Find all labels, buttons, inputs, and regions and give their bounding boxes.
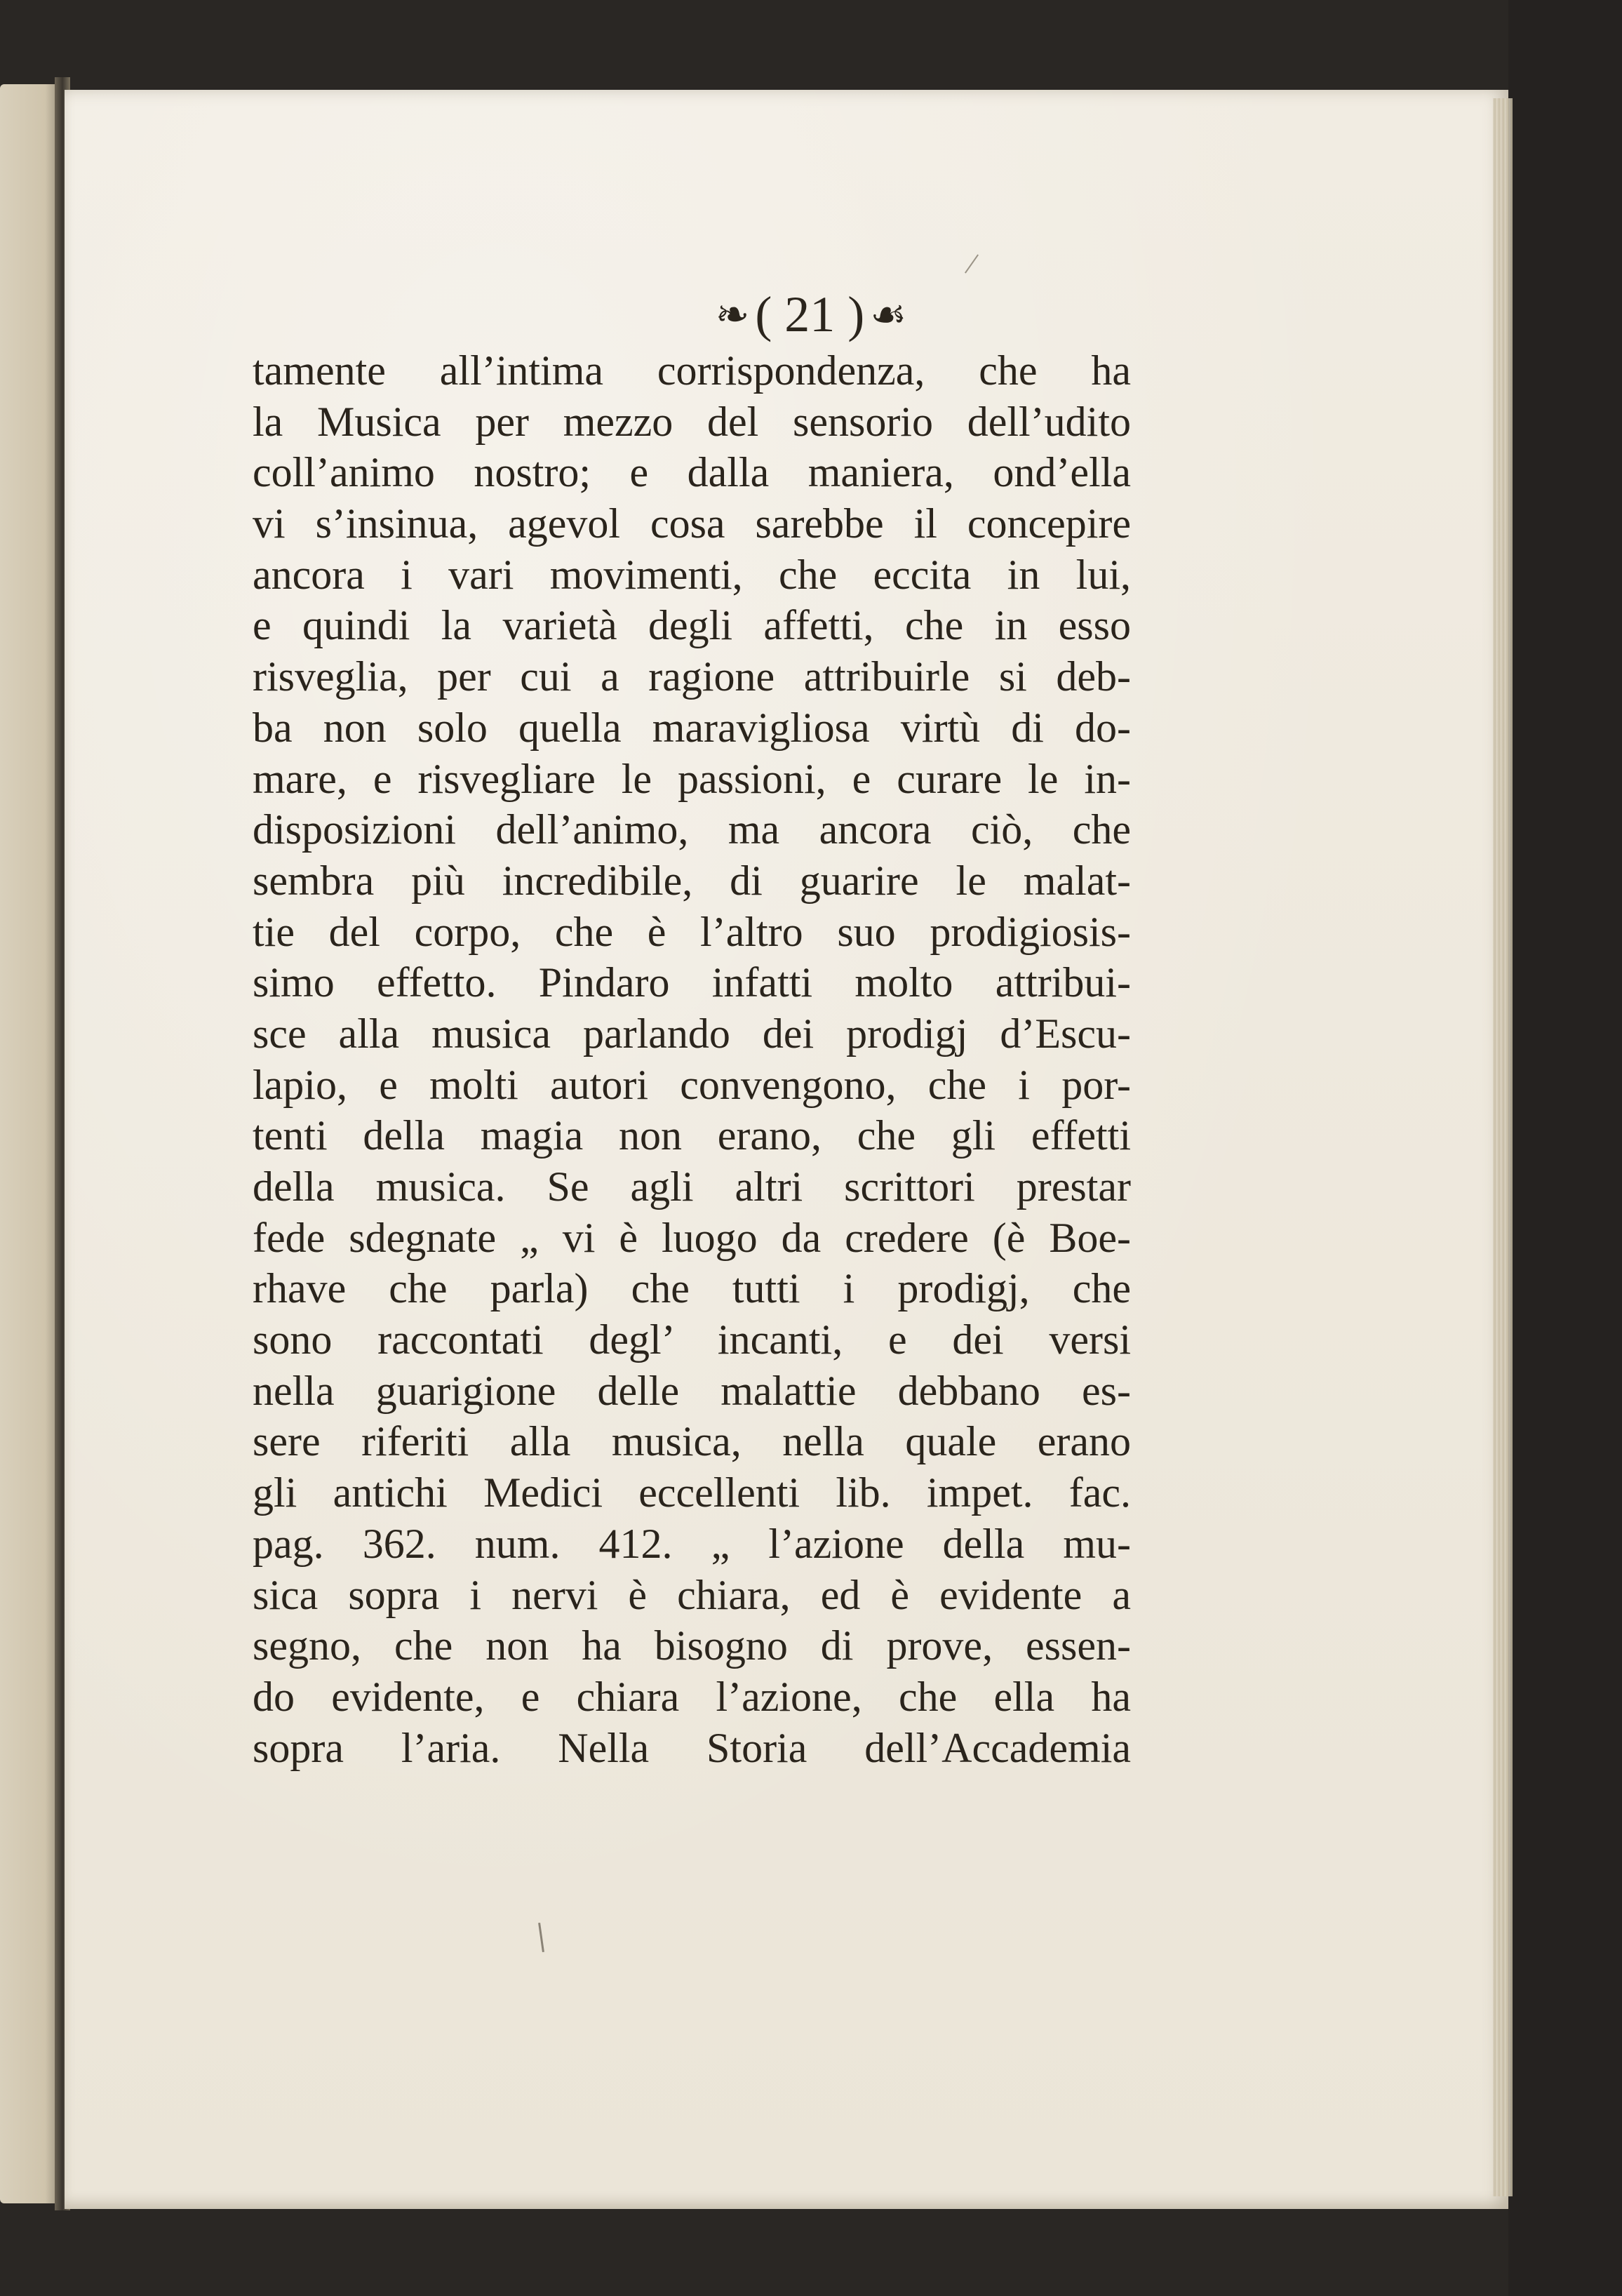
text-line: ba non solo quella maravigliosa virtù di do-: [253, 704, 1131, 751]
text-line: pag. 362. num. 412. „ l’azione della mu-: [253, 1520, 1131, 1567]
text-line: la Musica per mezzo del sensorio dell’udito: [253, 398, 1131, 445]
text-line: simo effetto. Pindaro infatti molto attribui-: [253, 959, 1131, 1006]
text-line: sica sopra i nervi è chiara, ed è evidente a: [253, 1571, 1131, 1618]
text-line: sono raccontati degl’ incanti, e dei versi: [253, 1316, 1131, 1363]
text-line: e quindi la varietà degli affetti, che in esso: [253, 602, 1131, 649]
text-line: gli antichi Medici eccellenti lib. impet. fac.: [253, 1469, 1131, 1516]
ornament-left-icon: ❧: [715, 292, 750, 338]
text-line: tie del corpo, che è l’altro suo prodigiosis-: [253, 908, 1131, 955]
text-line: disposizioni dell’animo, ma ancora ciò, che: [253, 806, 1131, 853]
text-line: sce alla musica parlando dei prodigj d’Escu-: [253, 1010, 1131, 1057]
text-line: tenti della magia non erano, che gli effetti: [253, 1112, 1131, 1159]
text-line: lapio, e molti autori convengono, che i por-: [253, 1061, 1131, 1108]
text-line: sere riferiti alla musica, nella quale erano: [253, 1418, 1131, 1465]
text-line: tamente all’intima corrispondenza, che ha: [253, 347, 1131, 394]
text-line: vi s’insinua, agevol cosa sarebbe il concepire: [253, 500, 1131, 547]
text-line: rhave che parla) che tutti i prodigj, che: [253, 1265, 1131, 1312]
text-line: coll’animo nostro; e dalla maniera, ond’ella: [253, 449, 1131, 496]
text-line: ancora i vari movimenti, che eccita in lui,: [253, 551, 1131, 598]
text-line: della musica. Se agli altri scrittori prestar: [253, 1163, 1131, 1210]
text-line: risveglia, per cui a ragione attribuirle si deb-: [253, 653, 1131, 700]
page-header: [0, 279, 1622, 350]
body-text: [253, 345, 1131, 1773]
text-line: fede sdegnate „ vi è luogo da credere (è Boe-: [253, 1214, 1131, 1261]
text-line: segno, che non ha bisogno di prove, essen-: [253, 1622, 1131, 1669]
page-fore-edge: [1493, 98, 1513, 2196]
ornament-right-icon: ☙: [870, 292, 907, 338]
text-line: nella guarigione delle malattie debbano es-: [253, 1367, 1131, 1414]
text-line: sembra più incredibile, di guarire le malat-: [253, 857, 1131, 904]
text-line: do evidente, e chiara l’azione, che ella ha: [253, 1673, 1131, 1720]
text-line: sopra l’aria. Nella Storia dell’Accademia: [253, 1724, 1131, 1771]
page-number: ( 21 ): [755, 286, 865, 342]
text-line: mare, e risvegliare le passioni, e curare le in-: [253, 755, 1131, 802]
